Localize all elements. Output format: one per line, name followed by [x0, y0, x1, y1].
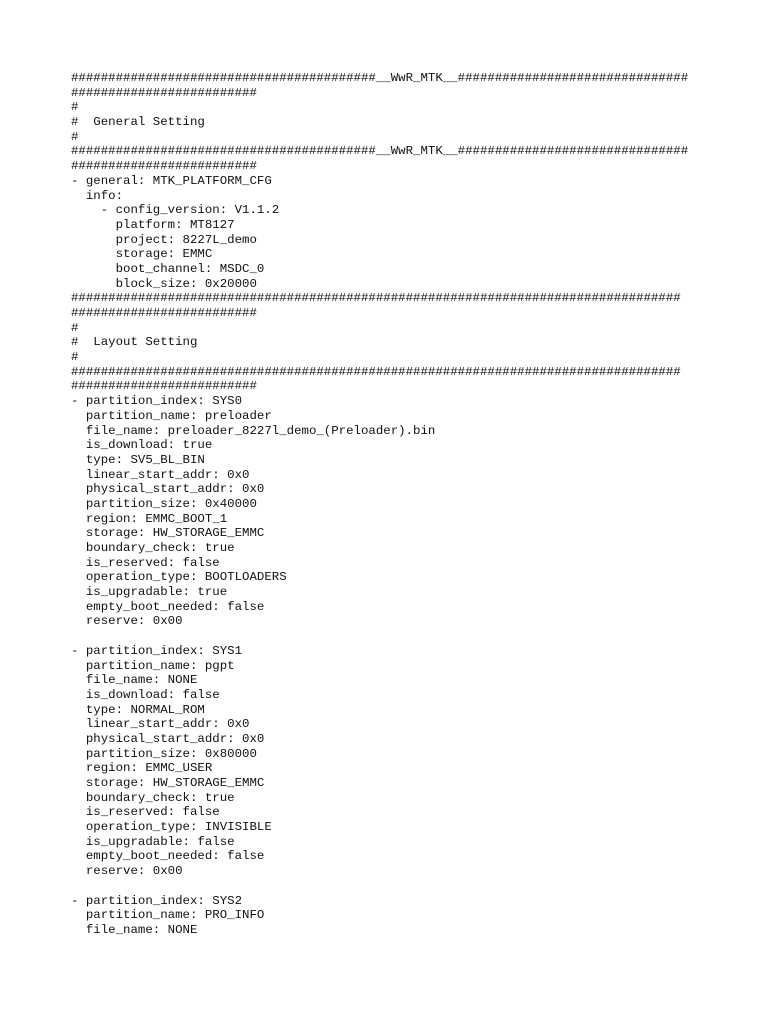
text-line: is_download: true: [71, 438, 213, 453]
text-line: #########################################__WwR_MTK__###############################: [71, 144, 689, 159]
text-line: region: EMMC_USER: [71, 761, 213, 776]
text-line: is_reserved: false: [71, 555, 220, 570]
scatter-file-document: [71, 71, 761, 938]
text-line: is_reserved: false: [71, 805, 220, 820]
text-line: block_size: 0x20000: [71, 276, 257, 291]
text-line: project: 8227L_demo: [71, 232, 257, 247]
text-line: ##################################################################################: [71, 364, 681, 379]
text-line: boundary_check: true: [71, 790, 235, 805]
text-line: #########################################__WwR_MTK__###############################: [71, 71, 689, 85]
text-line: is_download: false: [71, 687, 220, 702]
text-line: ##################################################################################: [71, 291, 681, 306]
text-line: storage: HW_STORAGE_EMMC: [71, 526, 265, 541]
text-line: linear_start_addr: 0x0: [71, 717, 250, 732]
text-line: operation_type: BOOTLOADERS: [71, 570, 287, 585]
text-line: #########################: [71, 306, 257, 320]
text-line: - partition_index: SYS1: [71, 643, 243, 658]
text-line: region: EMMC_BOOT_1: [71, 511, 228, 526]
text-line: empty_boot_needed: false: [71, 599, 265, 614]
text-line: file_name: NONE: [71, 673, 198, 688]
text-line: [71, 879, 761, 894]
text-line: #: [71, 320, 79, 335]
text-line: boot_channel: MSDC_0: [71, 261, 265, 276]
text-line: reserve: 0x00: [71, 864, 183, 879]
text-line: # Layout Setting: [71, 335, 198, 350]
text-line: is_upgradable: false: [71, 834, 235, 849]
text-line: type: SV5_BL_BIN: [71, 452, 205, 467]
text-line: #: [71, 129, 79, 144]
text-line: - config_version: V1.1.2: [71, 203, 280, 218]
text-line: partition_size: 0x80000: [71, 746, 257, 761]
text-line: [71, 629, 761, 644]
text-line: - partition_index: SYS2: [71, 893, 243, 908]
text-line: reserve: 0x00: [71, 614, 183, 629]
text-line: is_upgradable: true: [71, 585, 228, 600]
text-line: platform: MT8127: [71, 217, 235, 232]
text-line: #: [71, 350, 79, 365]
text-line: info:: [71, 188, 124, 203]
text-line: physical_start_addr: 0x0: [71, 482, 265, 497]
text-line: #########################: [71, 379, 257, 394]
text-line: storage: HW_STORAGE_EMMC: [71, 776, 265, 790]
text-line: partition_size: 0x40000: [71, 496, 257, 511]
text-line: #########################: [71, 159, 257, 174]
text-line: partition_name: pgpt: [71, 658, 235, 673]
text-line: physical_start_addr: 0x0: [71, 731, 265, 746]
text-line: #: [71, 100, 79, 115]
text-line: - partition_index: SYS0: [71, 394, 243, 409]
text-line: storage: EMMC: [71, 247, 213, 262]
text-line: #########################: [71, 85, 257, 100]
text-line: empty_boot_needed: false: [71, 849, 265, 864]
text-line: - general: MTK_PLATFORM_CFG: [71, 173, 272, 188]
text-line: boundary_check: true: [71, 541, 235, 555]
text-line: operation_type: INVISIBLE: [71, 820, 272, 835]
text-line: partition_name: PRO_INFO: [71, 908, 265, 923]
text-line: partition_name: preloader: [71, 408, 272, 423]
text-line: file_name: NONE: [71, 922, 198, 937]
text-line: file_name: preloader_8227l_demo_(Preloader).bin: [71, 423, 436, 438]
text-line: linear_start_addr: 0x0: [71, 467, 250, 482]
text-line: # General Setting: [71, 115, 205, 130]
text-line: type: NORMAL_ROM: [71, 702, 205, 717]
